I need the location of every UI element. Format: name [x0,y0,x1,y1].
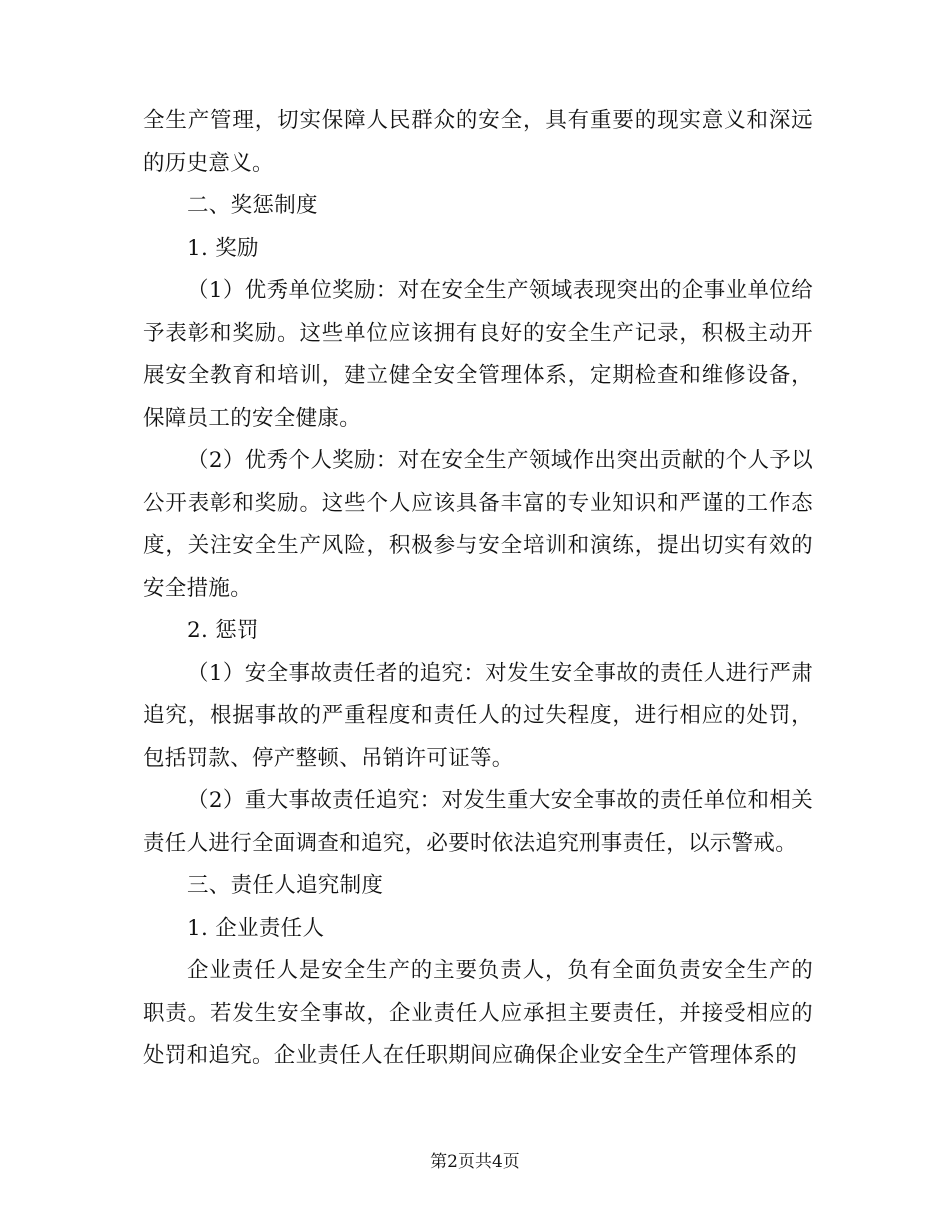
subsection-heading-rewards: 1. 奖励 [187,235,259,261]
subsection-heading-penalties: 2. 惩罚 [187,618,259,643]
subsection-heading-enterprise-leader: 1. 企业责任人 [187,915,325,941]
section-heading-rewards-penalties: 二、奖惩制度 [187,193,318,218]
document-body [143,100,813,1078]
paragraph-enterprise-leader: 企业责任人是安全生产的主要负责人，负有全面负责安全生产的职责。若发生安全事故，企业责任人应承担主要责任，并接受相应的处罚和追究。企业责任人在任职期间应确保企业安全生产管理体系的 [143,958,813,1068]
paragraph-continuation: 全生产管理，切实保障人民群众的安全，具有重要的现实意义和深远的历史意义。 [143,108,813,176]
paragraph-unit-award: （1）优秀单位奖励：对在安全生产领域表现突出的企事业单位给予表彰和奖励。这些单位应该拥有良好的安全生产记录，积极主动开展安全教育和培训，建立健全安全管理体系，定期检查和维修设备，保障员工的安全健康。 [143,278,813,431]
paragraph-accident-liability: （1）安全事故责任者的追究：对发生安全事故的责任人进行严肃追究，根据事故的严重程度和责任人的过失程度，进行相应的处罚，包括罚款、停产整顿、吊销许可证等。 [143,660,813,771]
paragraph-major-accident-liability: （2）重大事故责任追究：对发生重大安全事故的责任单位和相关责任人进行全面调查和追究，必要时依法追究刑事责任，以示警戒。 [143,788,813,856]
page-number-footer: 第2页共4页 [430,1152,520,1172]
section-heading-accountability: 三、责任人追究制度 [187,873,384,898]
paragraph-individual-award: （2）优秀个人奖励：对在安全生产领域作出突出贡献的个人予以公开表彰和奖励。这些个人应该具备丰富的专业知识和严谨的工作态度，关注安全生产风险，积极参与安全培训和演练，提出切实有效的安全措施。 [143,448,813,601]
